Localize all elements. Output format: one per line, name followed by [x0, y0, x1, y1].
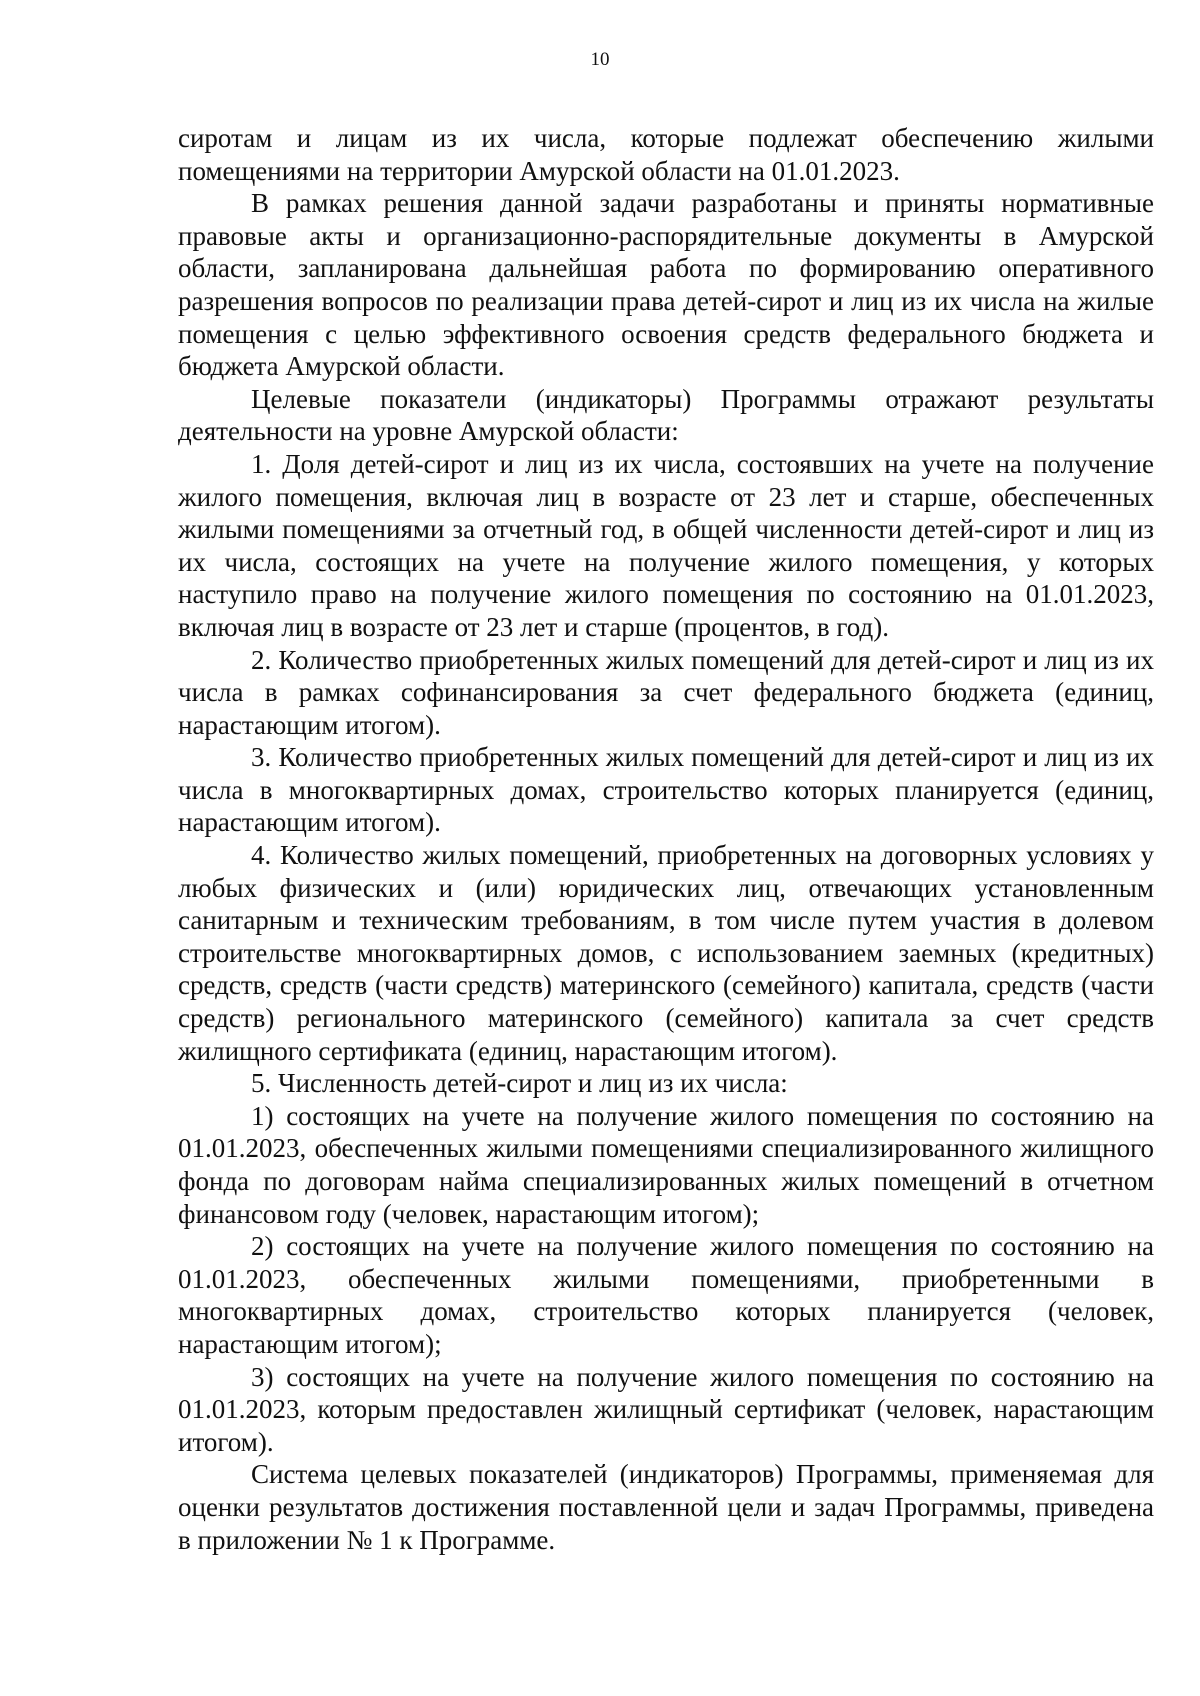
indicator-subitem-3: 3) состоящих на учете на получение жилого помещения по состоянию на 01.01.2023, которым предоставлен жилищный сертификат (человек, нарастающим итогом).: [178, 1361, 1154, 1457]
paragraph-continuation: сиротам и лицам из их числа, которые подлежат обеспечению жилыми помещениями на территории Амурской области на 01.01.2023.: [178, 123, 1154, 186]
indicator-subitem-2: 2) состоящих на учете на получение жилого помещения по состоянию на 01.01.2023, обеспеченных жилыми помещениями, приобретенными в многоквартирных домах, строительство которых планируется (человек, нарастающим итогом);: [178, 1231, 1154, 1359]
indicator-item-5: 5. Численность детей-сирот и лиц из их числа:: [251, 1068, 788, 1099]
indicator-item-4: 4. Количество жилых помещений, приобретенных на договорных условиях у любых физических и (или) юридических лиц, отвечающих установленным санитарным и техническим требованиям, в том числе путем участия в долевом строительстве многоквартирных домов, с использованием заемных (кредитных) средств, средств (части средств) материнского (семейного) капитала, средств (части средств) регионального материнского (семейного) капитала за счет средств жилищного сертификата (единиц, нарастающим итогом).: [178, 840, 1154, 1066]
page-number: 10: [590, 49, 610, 70]
paragraph-task-solution: В рамках решения данной задачи разработаны и приняты нормативные правовые акты и организационно-распорядительные документы в Амурской области, запланирована дальнейшая работа по формированию оперативного разрешения вопросов по реализации права детей-сирот и лиц из их числа на жилые помещения с целью эффективного освоения средств федерального бюджета и бюджета Амурской области.: [178, 188, 1154, 382]
indicator-item-3: 3. Количество приобретенных жилых помещений для детей-сирот и лиц из их числа в многоквартирных домах, строительство которых планируется (единиц, нарастающим итогом).: [178, 742, 1154, 838]
indicator-subitem-1: 1) состоящих на учете на получение жилого помещения по состоянию на 01.01.2023, обеспеченных жилыми помещениями специализированного жилищного фонда по договорам найма специализированных жилых помещений в отчетном финансовом году (человек, нарастающим итогом);: [178, 1100, 1154, 1229]
indicator-item-2: 2. Количество приобретенных жилых помещений для детей-сирот и лиц из их числа в рамках софинансирования за счет федерального бюджета (единиц, нарастающим итогом).: [178, 644, 1154, 740]
indicator-item-1: 1. Доля детей-сирот и лиц из их числа, состоявших на учете на получение жилого помещения, включая лиц в возрасте от 23 лет и старше, обеспеченных жилыми помещениями за отчетный год, в общей численности детей-сирот и лиц из их числа, состоящих на учете на получение жилого помещения, у которых наступило право на получение жилого помещения по состоянию на 01.01.2023, включая лиц в возрасте от 23 лет и старше (процентов, в год).: [178, 448, 1154, 642]
document-body: [178, 122, 1154, 1556]
paragraph-target-indicators-intro: Целевые показатели (индикаторы) Программы отражают результаты деятельности на уровне Амурской области:: [178, 383, 1154, 447]
paragraph-appendix-reference: Система целевых показателей (индикаторов) Программы, применяемая для оценки результатов достижения поставленной цели и задач Программы, приведена в приложении № 1 к Программе.: [178, 1459, 1154, 1555]
